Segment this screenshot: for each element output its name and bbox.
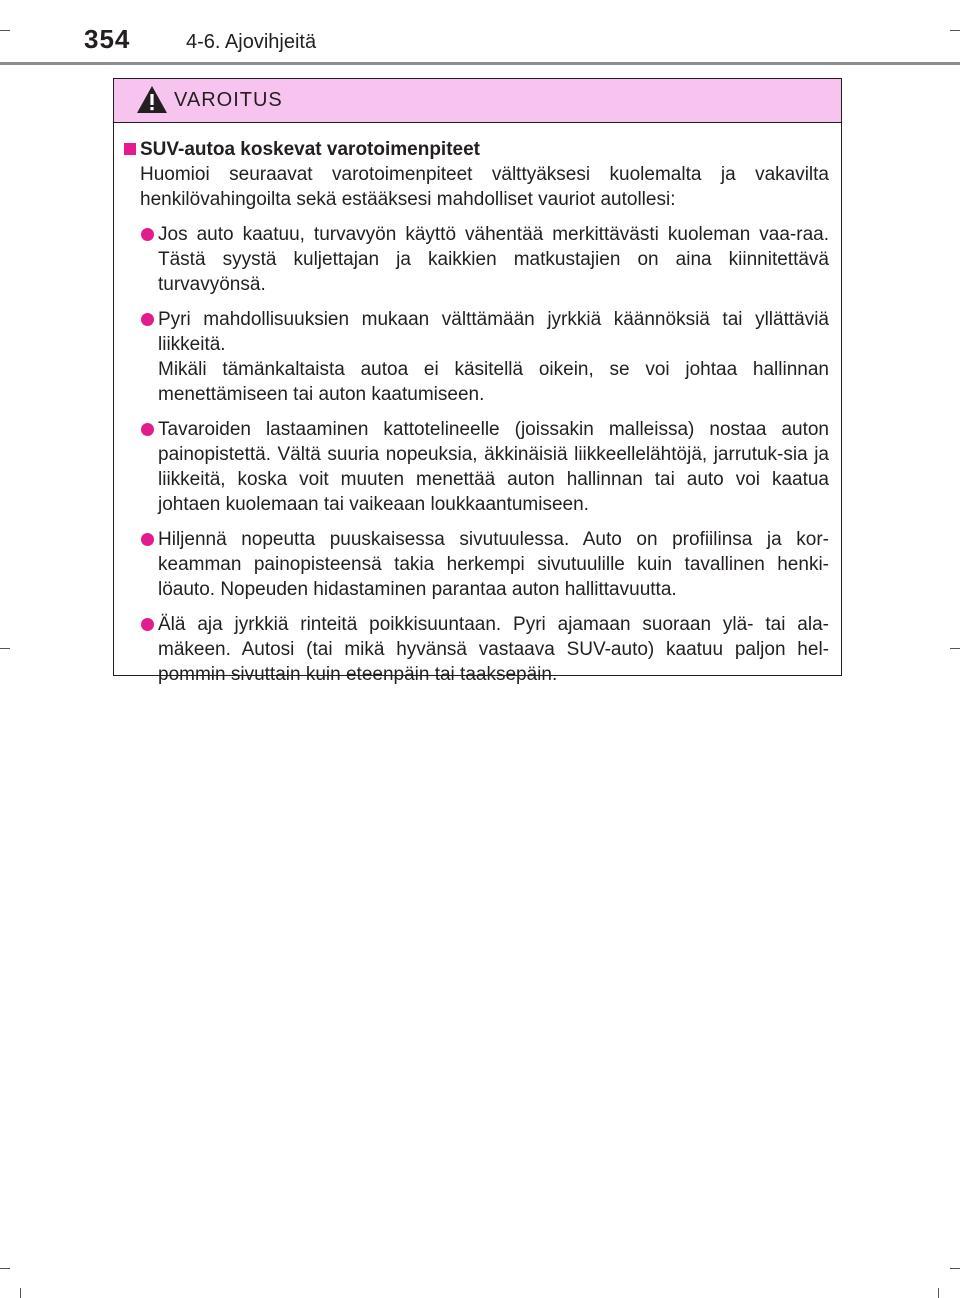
warning-label: VAROITUS xyxy=(174,89,283,111)
round-bullet-icon xyxy=(141,533,154,546)
section-title: 4-6. Ajovihjeitä xyxy=(186,31,317,53)
warning-box xyxy=(113,78,842,685)
warning-content xyxy=(114,137,843,687)
warning-triangle-icon xyxy=(136,85,168,114)
bullet-text-continued: Mikäli tämänkaltaista autoa ei käsitellä oikein, se voi johtaa hallinnan menettämiseen tai auton kaatumiseen. xyxy=(158,359,829,405)
list-item xyxy=(114,612,843,687)
list-item xyxy=(114,417,843,517)
crop-mark xyxy=(950,1268,960,1269)
subheading-text: SUV-autoa koskevat varotoimenpiteet xyxy=(140,139,480,160)
list-item xyxy=(114,527,843,602)
crop-mark xyxy=(20,1288,21,1298)
crop-mark xyxy=(0,1268,10,1269)
crop-mark xyxy=(938,1288,939,1298)
crop-mark xyxy=(950,648,960,649)
square-bullet-icon xyxy=(124,143,136,155)
page-number: 354 xyxy=(84,24,131,54)
list-item xyxy=(114,307,843,407)
warning-subheading xyxy=(114,137,843,162)
bullet-text: Tavaroiden lastaaminen kattotelineelle (joissakin malleissa) nostaa auton painopistettä. Vältä suuria nopeuksia, äkkinäisiä liikkeellelähtöjä, jarrutuk-sia ja liikkeitä, koska voit muuten menettää auton hallinnan tai auto voi kaatua johtaen kuolemaan tai vaikeaan loukkaantumiseen. xyxy=(158,419,829,515)
list-item xyxy=(114,222,843,297)
intro-paragraph: Huomioi seuraavat varotoimenpiteet välttyäksesi kuolemalta ja vakavilta henkilövahingoilta sekä estääksesi mahdolliset vauriot autollesi: xyxy=(140,164,829,210)
bullet-text: Pyri mahdollisuuksien mukaan välttämään jyrkkiä käännöksiä tai yllättäviä liikkeitä. xyxy=(158,309,829,355)
round-bullet-icon xyxy=(141,228,154,241)
header-divider xyxy=(0,62,960,65)
bullet-text: Jos auto kaatuu, turvavyön käyttö vähentää merkittävästi kuoleman vaa-raa. Tästä syystä kuljettajan ja kaikkien matkustajien on aina kiinnitettävä turvavyönsä. xyxy=(158,224,829,295)
page-header xyxy=(0,0,960,66)
crop-mark xyxy=(0,648,10,649)
bullet-text: Hiljennä nopeutta puuskaisessa sivutuulessa. Auto on profiilinsa ja kor-keamman painopisteensä takia herkempi sivutuulille kuin tavallinen henki-löauto. Nopeuden hidastaminen parantaa auton hallittavuutta. xyxy=(158,529,829,600)
round-bullet-icon xyxy=(141,423,154,436)
bullet-list xyxy=(114,222,843,687)
bullet-text: Älä aja jyrkkiä rinteitä poikkisuuntaan. Pyri ajamaan suoraan ylä- tai ala-mäkeen. Autosi (tai mikä hyvänsä vastaava SUV-auto) kaatuu paljon hel-pommin sivuttain kuin eteenpäin tai taaksepäin. xyxy=(158,614,829,685)
round-bullet-icon xyxy=(141,618,154,631)
round-bullet-icon xyxy=(141,313,154,326)
warning-header xyxy=(114,79,841,123)
